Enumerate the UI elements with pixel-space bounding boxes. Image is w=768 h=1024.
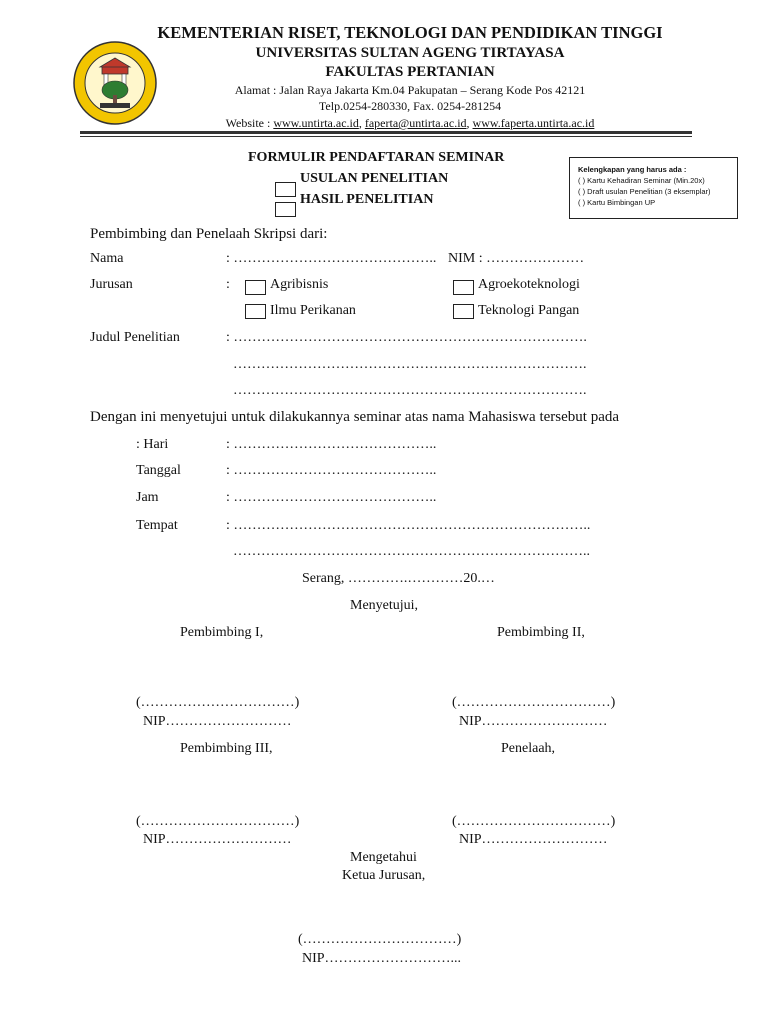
pembimbing1-label: Pembimbing I, — [180, 625, 264, 640]
nama-label: Nama — [90, 251, 124, 266]
pembimbing2-nip[interactable]: NIP……………………… — [459, 714, 608, 729]
agribisnis-checkbox[interactable] — [245, 280, 266, 295]
hasil-label: HASIL PENELITIAN — [300, 192, 434, 207]
intro-text: Pembimbing dan Penelaah Skripsi dari: — [90, 226, 328, 242]
approved-label: Menyetujui, — [350, 598, 419, 613]
head-nip[interactable]: NIP………………………... — [302, 951, 462, 966]
nama-field[interactable]: : …………………………………….. — [226, 251, 437, 266]
consent-text: Dengan ini menyetujui untuk dilakukannya seminar atas nama Mahasiswa tersebut pada — [90, 409, 620, 425]
pembimbing2-label: Pembimbing II, — [497, 625, 585, 640]
agribisnis-label: Agribisnis — [270, 277, 329, 292]
tanggal-label: Tanggal — [136, 463, 181, 478]
penelaah-name[interactable]: (……………………………) — [452, 814, 616, 829]
separator: , — [466, 116, 473, 130]
usulan-label: USULAN PENELITIAN — [300, 171, 449, 186]
tempat-field[interactable]: ………………………………………………………………….. — [233, 544, 590, 559]
agroekoteknologi-label: Agroekoteknologi — [478, 277, 580, 292]
requirement-item: ( ) Kartu Bimbingan UP — [578, 198, 656, 207]
usulan-checkbox[interactable] — [275, 182, 296, 197]
website-line — [120, 116, 700, 131]
hari-label: : Hari — [136, 437, 169, 452]
head-label: Ketua Jurusan, — [342, 868, 426, 883]
pembimbing3-nip[interactable]: NIP……………………… — [143, 832, 292, 847]
requirement-item: ( ) Draft usulan Penelitian (3 eksemplar) — [578, 187, 711, 196]
jurusan-label: Jurusan — [90, 277, 133, 292]
jam-label: Jam — [136, 490, 159, 505]
website-link[interactable]: www.untirta.ac.id — [273, 116, 359, 130]
judul-field[interactable]: …………………………………………………………………. — [233, 357, 587, 372]
judul-label: Judul Penelitian — [90, 330, 180, 345]
faculty-website-link[interactable]: www.faperta.untirta.ac.id — [472, 116, 595, 130]
jam-field[interactable]: : …………………………………….. — [226, 490, 437, 505]
jurusan-colon: : — [226, 277, 230, 292]
faculty-name: FAKULTAS PERTANIAN — [325, 64, 495, 80]
judul-field[interactable]: : …………………………………………………………………. — [226, 330, 587, 345]
form-title: FORMULIR PENDAFTARAN SEMINAR — [248, 150, 505, 165]
place-date[interactable]: Serang, ………….…………20.… — [302, 571, 495, 586]
website-prefix: Website : — [225, 116, 274, 130]
hari-field[interactable]: : …………………………………….. — [226, 437, 437, 452]
known-label: Mengetahui — [350, 850, 417, 865]
requirements-heading: Kelengkapan yang harus ada : — [578, 165, 687, 174]
requirements-box — [569, 157, 738, 219]
university-name: UNIVERSITAS SULTAN AGENG TIRTAYASA — [255, 45, 565, 61]
tempat-label: Tempat — [136, 518, 178, 533]
separator: , — [358, 116, 365, 130]
email-link[interactable]: faperta@untirta.ac.id — [364, 116, 467, 130]
penelaah-label: Penelaah, — [501, 741, 556, 756]
header-rule-thin — [80, 136, 692, 137]
header-rule-thick — [80, 131, 692, 134]
teknologi-pangan-label: Teknologi Pangan — [478, 303, 580, 318]
pembimbing1-name[interactable]: (……………………………) — [136, 695, 300, 710]
tempat-field[interactable]: : ………………………………………………………………….. — [226, 518, 591, 533]
tanggal-field[interactable]: : …………………………………….. — [226, 463, 437, 478]
teknologi-pangan-checkbox[interactable] — [453, 304, 474, 319]
judul-field[interactable]: …………………………………………………………………. — [233, 383, 587, 398]
pembimbing3-name[interactable]: (……………………………) — [136, 814, 300, 829]
penelaah-nip[interactable]: NIP……………………… — [459, 832, 608, 847]
address-line: Alamat : Jalan Raya Jakarta Km.04 Pakupatan – Serang Kode Pos 42121 — [234, 83, 586, 97]
ilmu-perikanan-label: Ilmu Perikanan — [270, 303, 356, 318]
ilmu-perikanan-checkbox[interactable] — [245, 304, 266, 319]
hasil-checkbox[interactable] — [275, 202, 296, 217]
requirement-item: ( ) Kartu Kehadiran Seminar (Min.20x) — [578, 176, 705, 185]
pembimbing3-label: Pembimbing III, — [180, 741, 273, 756]
phone-line: Telp.0254-280330, Fax. 0254-281254 — [318, 99, 502, 113]
pembimbing1-nip[interactable]: NIP……………………… — [143, 714, 292, 729]
agroekoteknologi-checkbox[interactable] — [453, 280, 474, 295]
ministry-title: KEMENTERIAN RISET, TEKNOLOGI DAN PENDIDIKAN TINGGI — [157, 23, 663, 42]
nim-field[interactable]: NIM : ………………… — [448, 251, 585, 266]
pembimbing2-name[interactable]: (……………………………) — [452, 695, 616, 710]
head-name[interactable]: (……………………………) — [298, 932, 462, 947]
